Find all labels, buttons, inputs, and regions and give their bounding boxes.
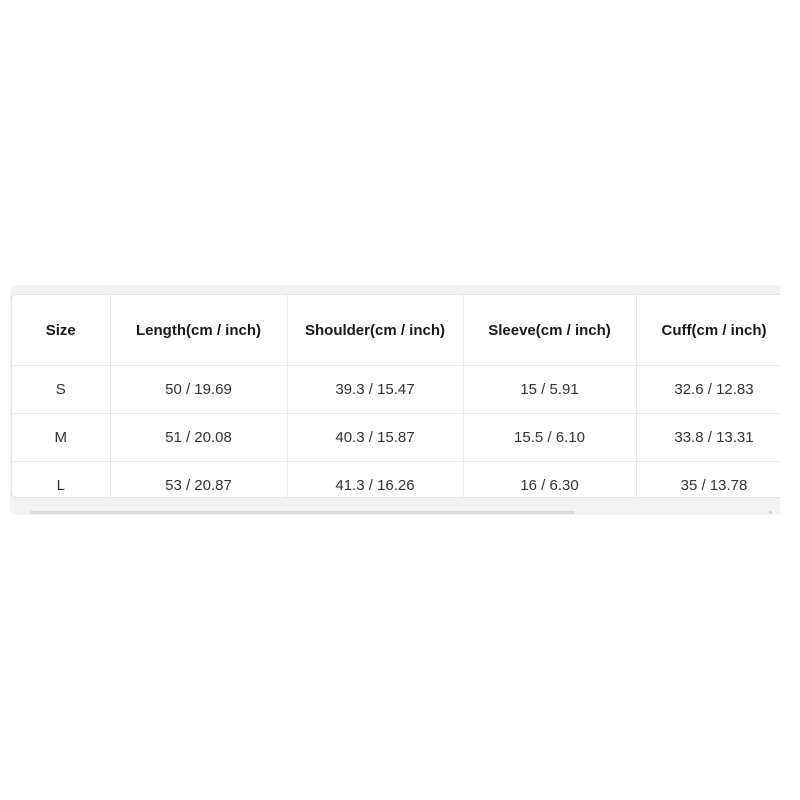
table-row	[12, 366, 780, 414]
header-sleeve: Sleeve(cm / inch)	[463, 295, 636, 366]
cell-sleeve: 16 / 6.30	[463, 462, 636, 499]
cell-cuff: 32.6 / 12.83	[636, 366, 780, 414]
cell-size: L	[12, 462, 110, 499]
header-row	[12, 295, 780, 366]
cell-shoulder: 39.3 / 15.47	[287, 366, 463, 414]
cell-shoulder: 40.3 / 15.87	[287, 414, 463, 462]
cell-length: 50 / 19.69	[110, 366, 287, 414]
cell-size: M	[12, 414, 110, 462]
size-chart-table	[12, 295, 780, 498]
table-row	[12, 462, 780, 499]
size-chart-container	[10, 285, 780, 515]
header-length: Length(cm / inch)	[110, 295, 287, 366]
cell-cuff: 33.8 / 13.31	[636, 414, 780, 462]
cell-sleeve: 15 / 5.91	[463, 366, 636, 414]
cell-sleeve: 15.5 / 6.10	[463, 414, 636, 462]
cell-length: 51 / 20.08	[110, 414, 287, 462]
cell-length: 53 / 20.87	[110, 462, 287, 499]
header-cuff: Cuff(cm / inch)	[636, 295, 780, 366]
cell-size: S	[12, 366, 110, 414]
size-chart-frame	[11, 294, 780, 498]
header-size: Size	[12, 295, 110, 366]
scroll-indicator	[769, 511, 772, 514]
cell-shoulder: 41.3 / 16.26	[287, 462, 463, 499]
header-shoulder: Shoulder(cm / inch)	[287, 295, 463, 366]
table-row	[12, 414, 780, 462]
cell-cuff: 35 / 13.78	[636, 462, 780, 499]
horizontal-scrollbar[interactable]	[30, 511, 575, 514]
